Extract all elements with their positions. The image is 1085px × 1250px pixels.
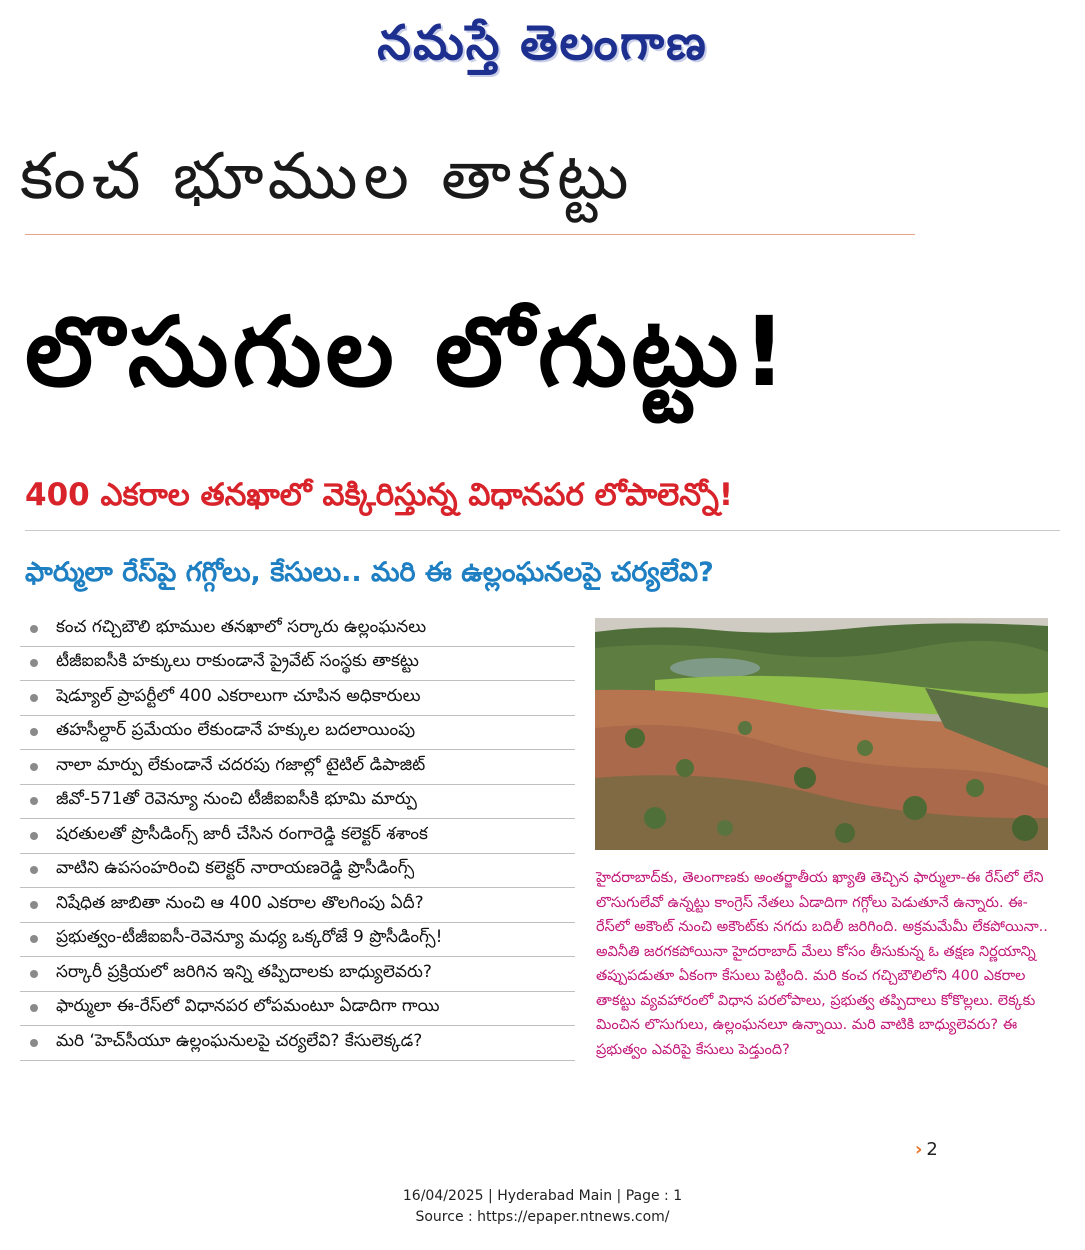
list-item: [20, 750, 575, 785]
list-item: [20, 957, 575, 992]
masthead-logo: నమస్తే తెలంగాణ: [377, 15, 708, 71]
list-item: [20, 647, 575, 682]
bullet-icon: [30, 625, 38, 633]
bullet-icon: [30, 970, 38, 978]
list-item: [20, 819, 575, 854]
list-item: [20, 854, 575, 889]
bullet-icon: [30, 1039, 38, 1047]
bullet-icon: [30, 866, 38, 874]
bullet-icon: [30, 694, 38, 702]
bullet-icon: [30, 728, 38, 736]
list-item: [20, 681, 575, 716]
edition-info: 16/04/2025 | Hyderabad Main | Page : 1: [402, 1188, 683, 1204]
list-item: [20, 612, 575, 647]
list-item: [20, 888, 575, 923]
list-item-text: కంచ గచ్చిబౌలి భూముల తనఖాలో సర్కారు ఉల్లంఘనలు: [56, 616, 427, 637]
kicker-divider: [25, 234, 915, 235]
deck-divider: [25, 530, 1060, 531]
list-item: [20, 923, 575, 958]
photo-caption: హైదరాబాద్‌కు, తెలంగాణకు అంతర్జాతీయ ఖ్యాతి తెచ్చిన ఫార్ములా-ఈ రేస్‌లో లేని లొసుగులేవో ఉన్నట్టు కాంగ్రెస్ నేతలు ఏడాదిగా గగ్గోలు పెడుతూనే ఉన్నారు. ఈ-రేస్‌లో అకౌంట్ నుంచి అకౌంట్‌కు నగదు బదిలీ జరిగింది. అక్రమమేమీ లేకపోయినా.. అవినీతి జరగకపోయినా హైదరాబాద్ మేలు కోసం తీసుకున్న ఓ తక్షణ నిర్ణయాన్ని తప్పుపడుతూ ఏకంగా కేసులు పెట్టింది. మరి కంచ గచ్చిబౌలిలోని 400 ఎకరాల తాకట్టు వ్యవహారంలో విధాన పరలోపాలు, ప్రభుత్వ తప్పిదాలు కోకొల్లలు. లెక్కకు మించిన లొసుగులు, ఉల్లంఘనలూ ఉన్నాయి. మరి వాటికి బాధ్యులెవరు? ఈ ప్రభుత్వం ఎవరిపై కేసులు పెడ్తుంది?: [596, 870, 1048, 1058]
list-item-text: నాలా మార్పు లేకుండానే చదరపు గజాల్లో టైటిల్ డిపాజిట్: [56, 754, 426, 775]
bullet-icon: [30, 935, 38, 943]
list-item-text: షెడ్యూల్ ప్రాపర్టీలో 400 ఎకరాలుగా చూపిన అధికారులు: [56, 685, 421, 706]
list-item: [20, 992, 575, 1027]
page-footer: [0, 1186, 1085, 1228]
bullet-icon: [30, 1004, 38, 1012]
list-item: [20, 1026, 575, 1061]
list-item-text: ఫార్ములా ఈ-రేస్‌లో విధానపర లోపమంటూ ఏడాదిగా గాయి: [56, 996, 440, 1017]
bullet-icon: [30, 832, 38, 840]
list-item-text: నిషేధిత జాబితా నుంచి ఆ 400 ఎకరాల తొలగింపు ఏదీ?: [56, 892, 424, 913]
list-item-text: వాటిని ఉపసంహరించి కలెక్టర్ నారాయణరెడ్డి ప్రొసీడింగ్స్: [56, 858, 415, 879]
bullet-icon: [30, 659, 38, 667]
bullet-icon: [30, 763, 38, 771]
primary-deck: 400 ఎకరాల తనఖాలో వెక్కిరిస్తున్న విధానపర లోపాలెన్నో!: [25, 477, 734, 513]
land-aerial-photo: [595, 618, 1048, 850]
list-item-text: షరతులతో ప్రొసీడింగ్స్ జారీ చేసిన రంగారెడ్డి కలెక్టర్ శశాంక: [56, 823, 428, 844]
continued-page-number: 2: [926, 1139, 938, 1160]
continued-on-page: [915, 1138, 965, 1162]
kicker-headline: కంచ భూముల తాకట్టు: [20, 140, 635, 214]
secondary-deck: ఫార్ములా రేస్‌పై గగ్గోలు, కేసులు.. మరి ఈ ఉల్లంఘనలపై చర్యలేవి?: [25, 557, 714, 588]
bullet-icon: [30, 797, 38, 805]
land-photo-illustration: [595, 618, 1048, 850]
list-item-text: ప్రభుత్వం-టీజీఐఐసీ-రెవెన్యూ మధ్య ఒక్కరోజే 9 ప్రొసీడింగ్స్!: [56, 927, 443, 948]
list-item-text: మరి ‘హెచ్‌సీయూ ఉల్లంఘనులపై చర్యలేవి? కేసులెక్కడ?: [56, 1030, 423, 1051]
source-link[interactable]: Source : https://epaper.ntnews.com/: [415, 1209, 670, 1225]
list-item-text: టీజీఐఐసీకి హక్కులు రాకుండానే ప్రైవేట్ సంస్థకు తాకట్టు: [56, 651, 419, 672]
list-item: [20, 785, 575, 820]
masthead: [0, 8, 1085, 78]
list-item-text: తహసీల్దార్ ప్రమేయం లేకుండానే హక్కుల బదలాయింపు: [56, 720, 416, 741]
chevron-right-icon: ›: [915, 1139, 923, 1160]
key-points-list: [20, 612, 575, 1061]
list-item-text: జీవో-571తో రెవెన్యూ నుంచి టీజీఐఐసీకి భూమి మార్పు: [56, 789, 417, 810]
list-item: [20, 716, 575, 751]
list-item-text: సర్కారీ ప్రక్రియలో జరిగిన ఇన్ని తప్పిదాలకు బాధ్యులెవరు?: [56, 961, 432, 982]
main-headline: లొసుగుల లోగుట్టు!: [25, 296, 791, 408]
bullet-icon: [30, 901, 38, 909]
